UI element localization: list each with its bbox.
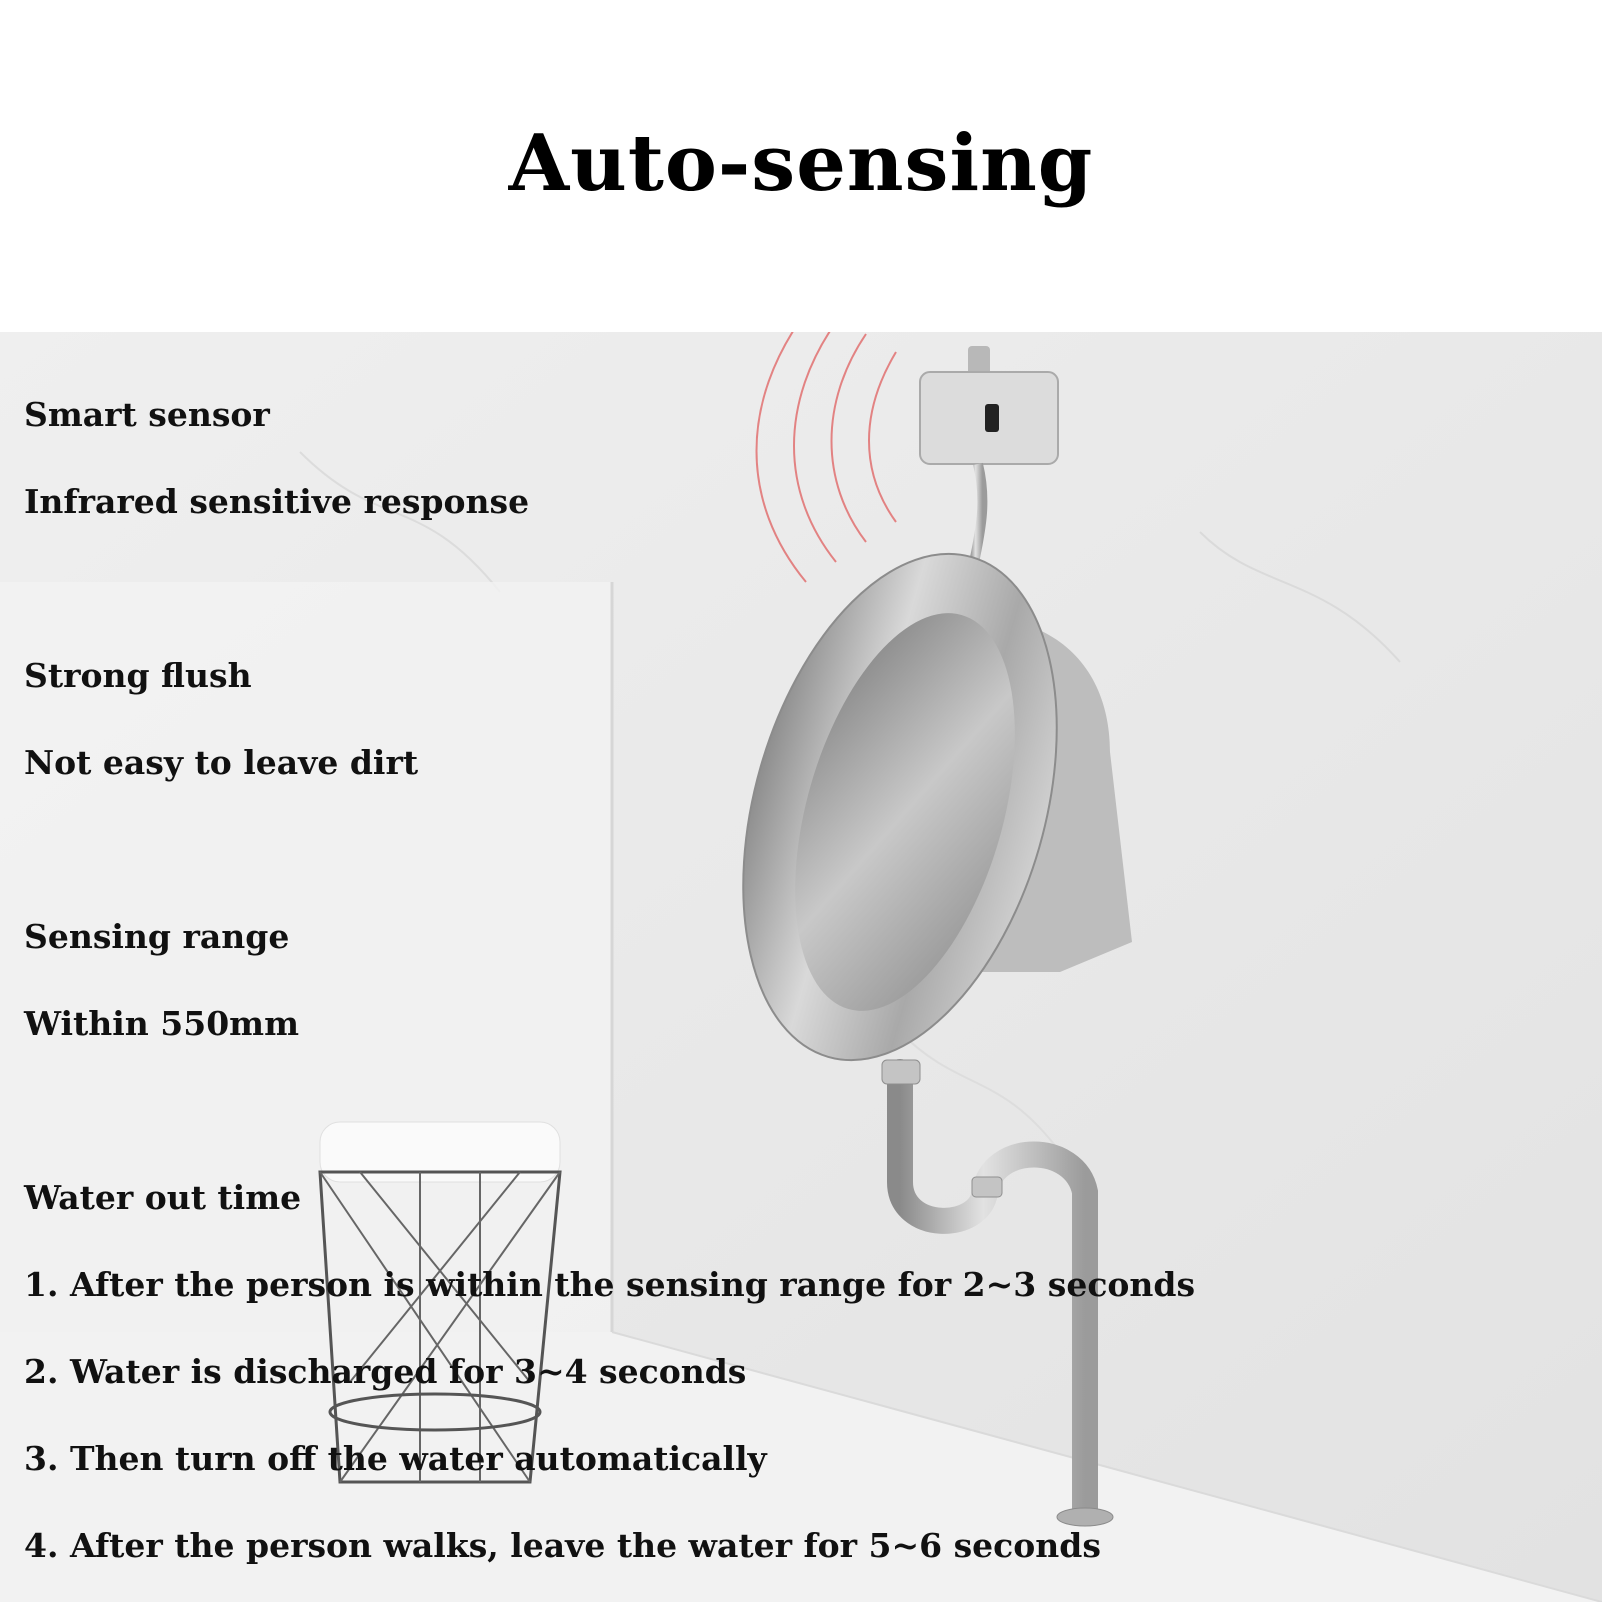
feature-detail: Not easy to leave dirt [24,743,419,782]
feature-heading: Strong flush [24,656,252,695]
feature-detail: Within 550mm [24,1004,299,1043]
water-out-step: 4. After the person walks, leave the water for 5~6 seconds [24,1526,1101,1565]
product-photo [0,332,1602,1602]
water-out-step: 1. After the person is within the sensing range for 2~3 seconds [24,1265,1196,1304]
feature-heading: Sensing range [24,917,290,956]
water-out-step: 3. Then turn off the water automatically [24,1439,767,1478]
feature-heading: Smart sensor [24,395,270,434]
feature-detail: Infrared sensitive response [24,482,530,521]
page-title: Auto-sensing [508,118,1094,209]
water-out-heading: Water out time [24,1178,302,1217]
urinal-illustration [0,332,1602,1602]
water-out-step: 2. Water is discharged for 3~4 seconds [24,1352,747,1391]
